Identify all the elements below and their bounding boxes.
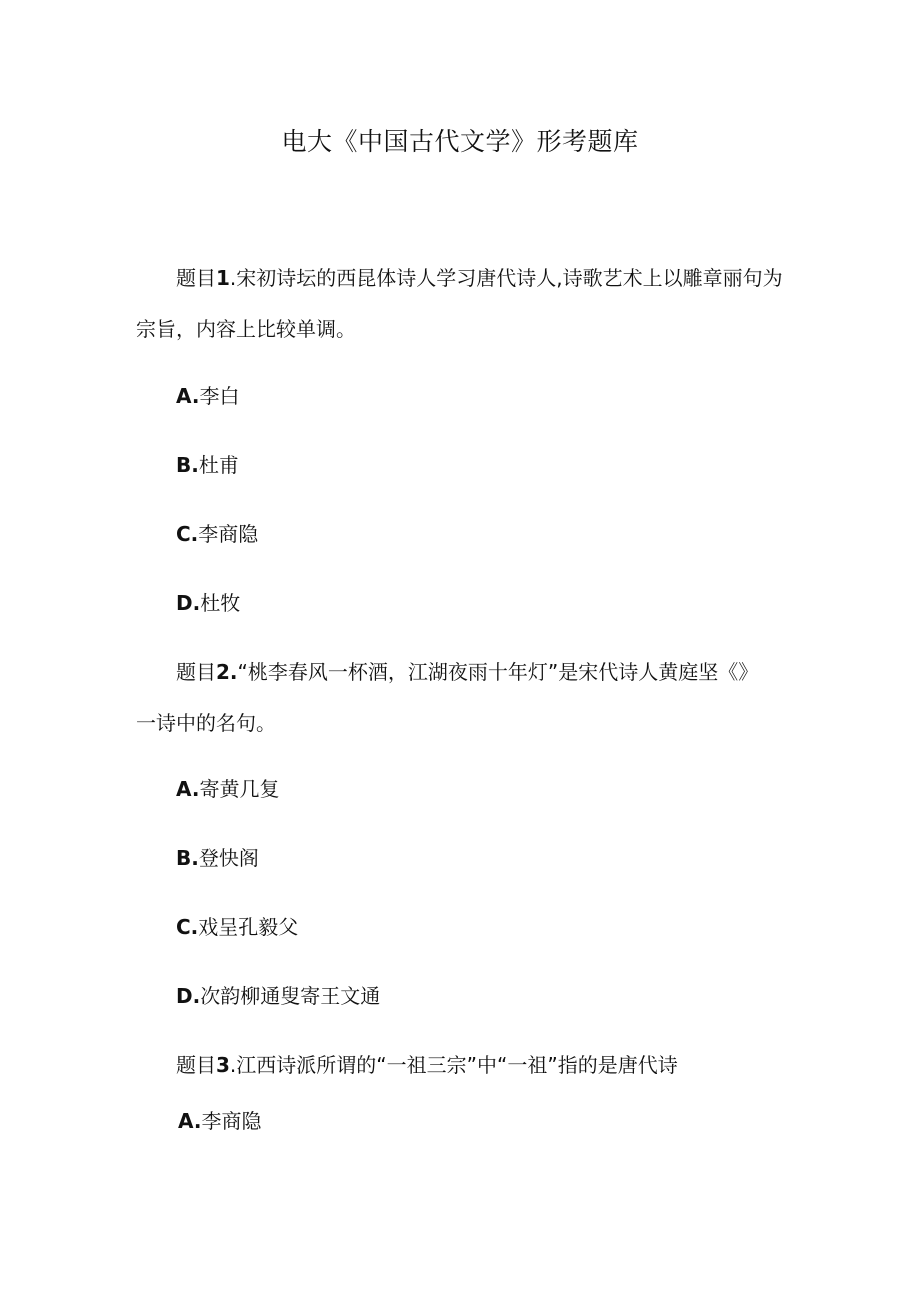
option-text: 杜牧 xyxy=(200,591,241,615)
question-1-stem-line-2: 宗旨，内容上比较单调。 xyxy=(136,317,356,341)
option-label: B. xyxy=(176,846,199,870)
question-2-stem-line-1 xyxy=(176,657,758,687)
question-2-text-1: “桃李春风一杯酒，江湖夜雨十年灯”是宋代诗人黄庭坚《》 xyxy=(237,660,759,684)
option-text: 李商隐 xyxy=(201,1109,262,1133)
question-1-prefix: 题目 xyxy=(176,266,216,290)
option-label: A. xyxy=(176,384,200,408)
option-text: 寄黄几复 xyxy=(199,777,280,801)
option-label: D. xyxy=(176,984,201,1008)
question-1-text-1: .宋初诗坛的西昆体诗人学习唐代诗人,诗歌艺术上以雕章丽句为 xyxy=(229,266,783,290)
question-1-option-d xyxy=(176,588,240,618)
option-text: 次韵柳通叟寄王文通 xyxy=(200,984,381,1008)
option-text: 李白 xyxy=(199,384,240,408)
question-3-option-a xyxy=(178,1106,261,1136)
question-1-stem-line-1 xyxy=(176,263,783,293)
option-text: 李商隐 xyxy=(198,522,259,546)
option-text: 戏呈孔毅父 xyxy=(198,915,299,939)
question-3-stem-line-1 xyxy=(176,1050,678,1080)
option-label: D. xyxy=(176,591,201,615)
option-text: 登快阁 xyxy=(198,846,259,870)
question-1-option-c xyxy=(176,519,258,549)
question-3-number: 3 xyxy=(216,1053,230,1077)
question-2-option-a xyxy=(176,774,279,804)
question-2-option-d xyxy=(176,981,380,1011)
question-3-text-1: .江西诗派所谓的“一祖三宗”中“一祖”指的是唐代诗 xyxy=(229,1053,678,1077)
document-title: 电大《中国古代文学》形考题库 xyxy=(281,127,639,156)
question-3-prefix: 题目 xyxy=(176,1053,216,1077)
question-2-stem-line-2: 一诗中的名句。 xyxy=(136,711,276,735)
option-text: 杜甫 xyxy=(198,453,239,477)
question-1-option-a xyxy=(176,381,239,411)
option-label: C. xyxy=(176,915,199,939)
option-label: B. xyxy=(176,453,199,477)
option-label: C. xyxy=(176,522,199,546)
question-2-option-b xyxy=(176,843,259,873)
question-2-number: 2. xyxy=(216,660,238,684)
question-2-prefix: 题目 xyxy=(176,660,216,684)
question-1-option-b xyxy=(176,450,239,480)
option-label: A. xyxy=(178,1109,202,1133)
question-1-number: 1 xyxy=(216,266,230,290)
option-label: A. xyxy=(176,777,200,801)
question-2-option-c xyxy=(176,912,298,942)
